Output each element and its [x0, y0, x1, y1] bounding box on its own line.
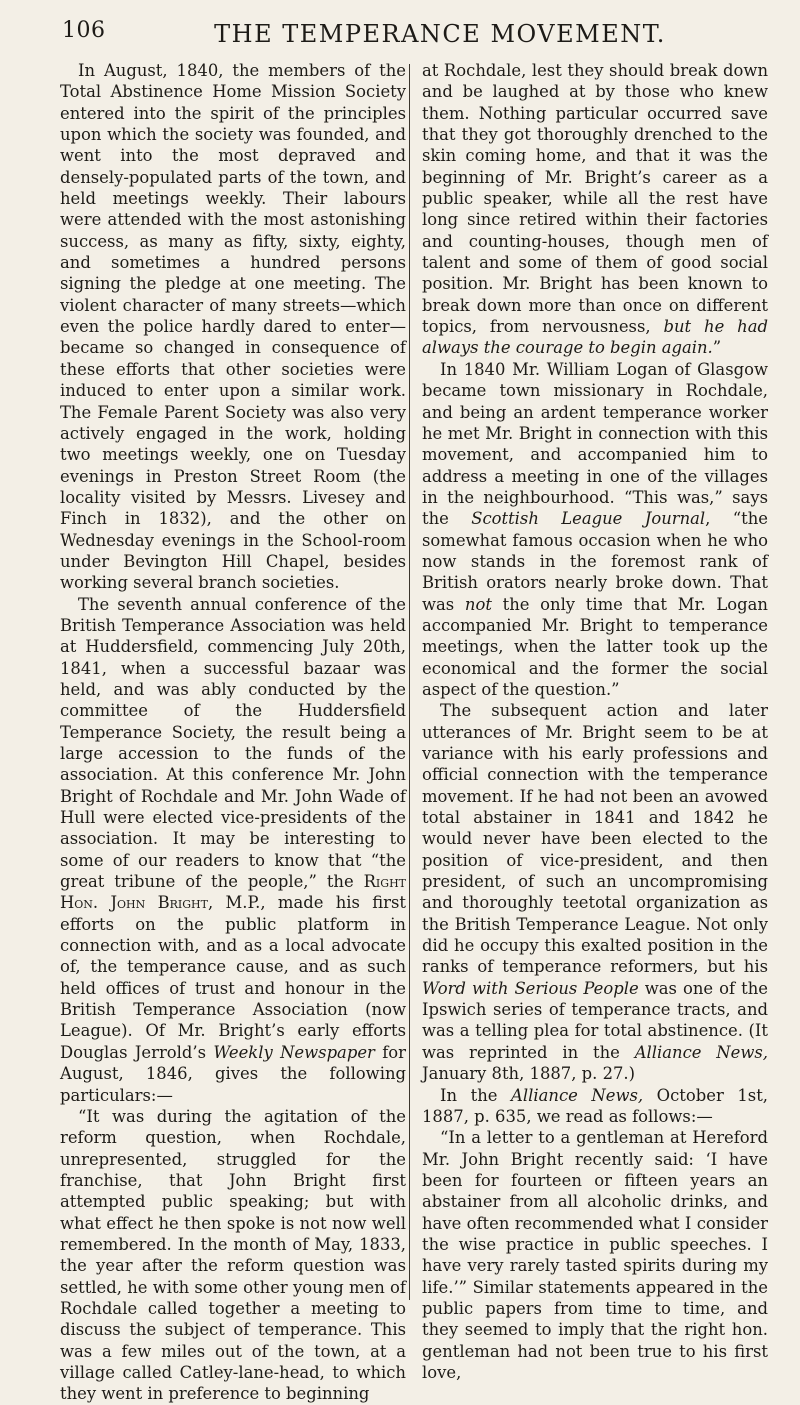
column-divider — [409, 64, 410, 1300]
left-column — [60, 60, 406, 1405]
paragraph — [60, 594, 406, 1106]
paragraph — [422, 1085, 768, 1128]
italic-title: Word with Serious People — [422, 978, 639, 998]
running-title: THE TEMPERANCE MOVEMENT. — [214, 20, 666, 48]
text-run: at Rochdale, lest they should break down and be laughed at by those who knew them. Nothing particular occurred save that they got thoroughly drenched to the skin coming home, and that it was the beginning of Mr. Bright’s career as a public speaker, while all the rest have long since retired within their factories and counting-houses, though men of talent and some of them of good social position. Mr. Bright has been known to break down more than once on different topics, from nervousness, — [422, 61, 768, 337]
page-header — [60, 18, 760, 58]
text-run: The subsequent action and later utterances of Mr. Bright seem to be at variance with his early professions and official connection with the temperance movement. If he had not been an avowed total abstainer in 1841 and 1842 he would never have been elected to the position of vice-president, and then president, of such an uncompromising and thoroughly teetotal organization as the British Temperance League. Not only did he occupy this exalted position in the ranks of temperance reformers, but his — [422, 701, 768, 977]
text-run: was one of the Ipswich series of temperance tracts, and was a telling plea for total abstinence. (It was reprinted in the — [422, 978, 768, 1062]
text-run: , “the somewhat famous occasion when he who now stands in the foremost rank of British orators nearly broke down. That was — [422, 509, 768, 614]
text-run: October 1st, 1887, p. 635, we read as follows:— — [422, 1085, 768, 1126]
text-run: In the — [440, 1085, 512, 1105]
paragraph — [422, 700, 768, 1084]
text-run: The seventh annual conference of the British Temperance Association was held at Huddersfield, commencing July 20th, 1841, when a successful bazaar was held, and was ably conducted by the committee of the Huddersfield Temperance Society, the result being a large accession to the funds of the association. At this conference Mr. John Bright of Rochdale and Mr. John Wade of Hull were elected vice-presidents of the association. It may be interesting to some of our readers to know that “the great tribune of the people,” the — [60, 594, 406, 892]
italic-title: Alliance News, — [511, 1085, 644, 1105]
text-run: In 1840 Mr. William Logan of Glasgow became town missionary in Rochdale, and being an ardent temperance worker he met Mr. Bright in connection with this movement, and accompanied him to address a meeting in one of the villages in the neighbourhood. “This was,” says the — [422, 359, 768, 529]
quotation-paragraph: “It was during the agitation of the reform question, when Rochdale, unrepresented, struggled for the franchise, that John Bright first attempted public speaking; but with what effect he then spoke is not now well remembered. In the month of May, 1833, the year after the reform question was settled, he with some other young men of Rochdale called together a meeting to discuss the subject of temperance. This was a few miles out of the town, at a village called Catley-lane-head, to which they went in preference to beginning — [60, 1106, 406, 1404]
italic-word: not — [464, 594, 492, 614]
quotation-paragraph: “In a letter to a gentleman at Hereford Mr. John Bright recently said: ‘I have been for fourteen or fifteen years an abstainer from all alcoholic drinks, and have often recommended what I consider the wise practice in public speeches. I have very rarely tasted spirits during my life.’” Similar statements appeared in the public papers from time to time, and they seemed to imply that the right hon. gentleman had not been true to his first love, — [422, 1128, 768, 1382]
italic-phrase: but he had always the courage to begin again. — [422, 317, 768, 358]
text-run: January 8th, 1887, p. 27.) — [422, 1064, 636, 1084]
paragraph: In August, 1840, the members of the Total Abstinence Home Mission Society entered into the spirit of the principles upon which the society was founded, and went into the most depraved and densely-populated parts of the town, and held meetings weekly. Their labours were attended with the most astonishing success, as many as fifty, sixty, eighty, and sometimes a hundred persons signing the pledge at one meeting. The violent character of many streets—which even the police hardly dared to enter—became so changed in consequence of these efforts that other societies were induced to enter upon a similar work. The Female Parent Society was also very actively engaged in the work, holding two meetings weekly, one on Tuesday evenings in Preston Street Room (the locality visited by Messrs. Livesey and Finch in 1832), and the other on Wednesday evenings in the School-room under Bevington Hill Chapel, besides working several branch societies. — [60, 61, 406, 593]
italic-title: Weekly Newspaper — [213, 1042, 375, 1062]
text-run: ” — [712, 338, 722, 358]
right-column — [422, 60, 768, 1383]
italic-title: Scottish League Journal — [471, 509, 706, 529]
paragraph — [422, 60, 768, 359]
paragraph — [422, 359, 768, 701]
page-number: 106 — [62, 18, 106, 43]
text-run: , M.P., made his first efforts on the public platform in connection with, and as a local advocate of, the temperance cause, and as such held offices of trust and honour in the British Temperance Association (now League). Of Mr. Bright’s early efforts Douglas Jerrold’s — [60, 893, 407, 1062]
small-caps-name: Right Hon. John Bright — [60, 872, 406, 913]
italic-title: Alliance News, — [634, 1042, 768, 1062]
text-run: the only time that Mr. Logan accompanied Mr. Bright to temperance meetings, when the latter took up the economical and the former the social aspect of the question.” — [422, 594, 768, 699]
text-run: for August, 1846, gives the following particulars:— — [60, 1042, 406, 1105]
